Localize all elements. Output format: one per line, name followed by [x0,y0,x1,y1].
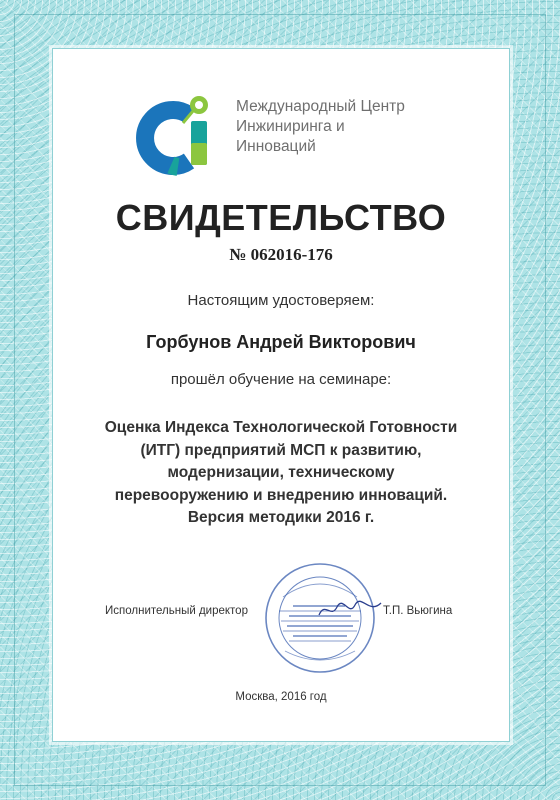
organization-name-line: Международный Центр [236,98,405,115]
course-title-line: модернизации, техническому [167,464,395,481]
organization-name [236,97,476,157]
organization-name-line: Инноваций [236,138,316,155]
signatory-name: Т.П. Вьюгина [383,605,453,617]
certificate-title: СВИДЕТЕЛЬСТВО [115,197,447,238]
certificate-body [52,48,510,742]
organization-name-line: Инжиниринга и [236,118,345,135]
signatory-role: Исполнительный директор [105,605,248,617]
course-title-line: (ИТГ) предприятий МСП к развитию, [140,441,422,459]
signature-icon [315,597,385,623]
recipient-name: Горбунов Андрей Викторович [146,332,416,352]
place-and-year: Москва, 2016 год [235,691,327,703]
certify-statement: Настоящим удостоверяем: [187,292,375,309]
organization-logo-icon [131,89,221,179]
course-title [59,417,503,530]
course-title-line: Оценка Индекса Технологической Готовности [104,419,458,436]
training-statement: прошёл обучение на семинаре: [170,371,392,388]
course-title-line: Версия методики 2016 г. [187,509,375,526]
course-title-line: перевооружению и внедрению инноваций. [114,486,448,504]
certificate-number: № 062016-176 [229,245,333,264]
